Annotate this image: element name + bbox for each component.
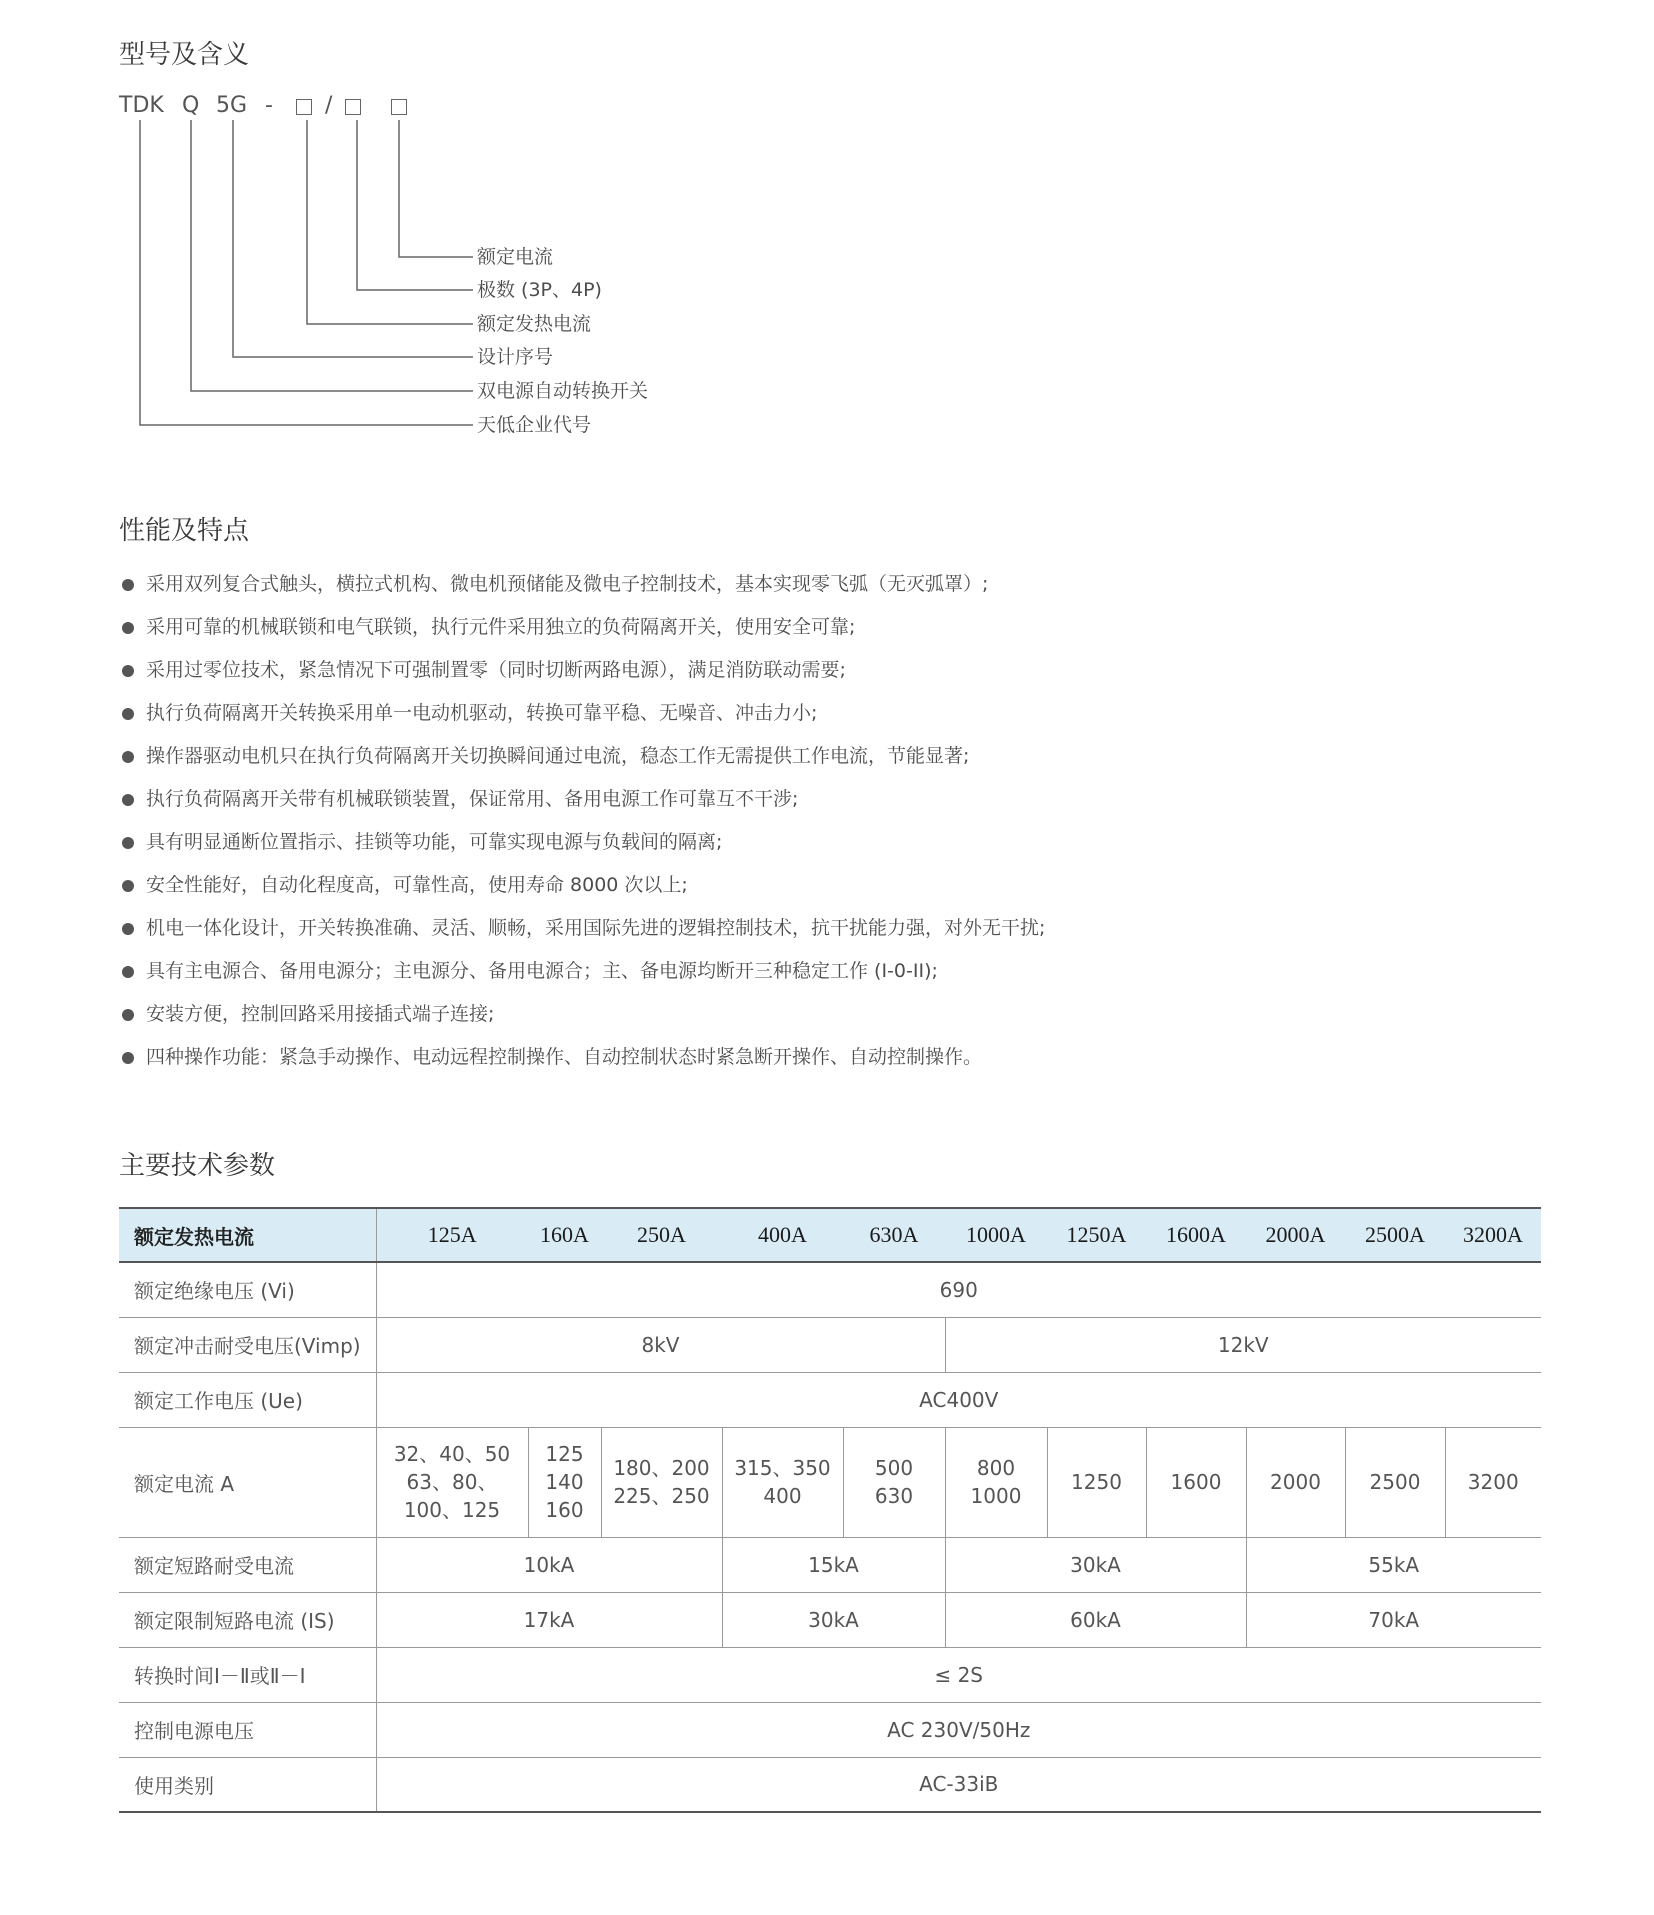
value-line: 63、80、 (406, 1470, 498, 1494)
rating-cell: 400A (722, 1208, 843, 1262)
value-cell: 17kA (376, 1592, 722, 1647)
header-label: 额定发热电流 (119, 1208, 376, 1262)
value-cell: 8kV (376, 1317, 945, 1372)
row-short-withstand (119, 1537, 1541, 1592)
specs-section-title: 主要技术参数 (119, 1151, 276, 1181)
value-cell (945, 1427, 1047, 1537)
spec-table (119, 1207, 1541, 1813)
meaning-heat-current: 额定发热电流 (477, 313, 592, 335)
value-cell (722, 1427, 843, 1537)
value-line: 100、125 (403, 1498, 501, 1522)
row-working-voltage (119, 1372, 1541, 1427)
value-cell: 30kA (722, 1592, 945, 1647)
value-cell: AC400V (376, 1372, 1541, 1427)
meaning-company-code: 天低企业代号 (477, 414, 592, 436)
value-line: 400 (763, 1484, 802, 1508)
value-line: 125 (545, 1442, 584, 1466)
features-list (118, 568, 1045, 1084)
value-cell: 1250 (1047, 1427, 1146, 1537)
value-cell: 3200 (1445, 1427, 1541, 1537)
value-line: 32、40、50 (393, 1442, 511, 1466)
rating-cell: 630A (843, 1208, 945, 1262)
code-series: 5G (216, 93, 248, 118)
meaning-rated-current: 额定电流 (477, 246, 554, 268)
value-cell: 30kA (945, 1537, 1246, 1592)
value-cell: 2000 (1246, 1427, 1345, 1537)
value-cell: 15kA (722, 1537, 945, 1592)
row-label: 额定工作电压 (Ue) (119, 1372, 376, 1427)
feature-item: 安全性能好，自动化程度高，可靠性高，使用寿命 8000 次以上; (118, 869, 1045, 912)
value-cell: 2500 (1345, 1427, 1445, 1537)
value-cell: 60kA (945, 1592, 1246, 1647)
value-cell: ≤ 2S (376, 1647, 1541, 1702)
value-cell: 12kV (945, 1317, 1541, 1372)
leader-line-rated-current (399, 120, 473, 257)
feature-item: 具有明显通断位置指示、挂锁等功能，可靠实现电源与负载间的隔离; (118, 826, 1045, 869)
value-line: 500 (874, 1456, 914, 1480)
spec-header-row (119, 1208, 1541, 1262)
row-category (119, 1757, 1541, 1812)
feature-item: 操作器驱动电机只在执行负荷隔离开关切换瞬间通过电流，稳态工作无需提供工作电流，节能显著; (118, 740, 1045, 783)
row-label: 额定绝缘电压 (Vi) (119, 1262, 376, 1317)
value-line: 800 (976, 1456, 1016, 1480)
value-cell: 690 (376, 1262, 1541, 1317)
rating-cell: 125A (376, 1208, 528, 1262)
meaning-poles: 极数 (3P、4P) (477, 279, 602, 301)
value-line: 160 (545, 1498, 584, 1522)
row-label: 转换时间Ⅰ－Ⅱ或Ⅱ－Ⅰ (119, 1647, 376, 1702)
row-insulation-voltage (119, 1262, 1541, 1317)
leader-line-design-no (233, 120, 473, 357)
value-cell: 55kA (1246, 1537, 1541, 1592)
feature-item: 采用可靠的机械联锁和电气联锁，执行元件采用独立的负荷隔离开关，使用安全可靠; (118, 611, 1045, 654)
row-control-voltage (119, 1702, 1541, 1757)
code-dash: - (265, 93, 273, 118)
rating-cell: 3200A (1445, 1208, 1541, 1262)
row-label: 使用类别 (119, 1757, 376, 1812)
leader-line-poles (357, 120, 473, 290)
model-leader-lines (0, 0, 1654, 460)
code-q: Q (182, 93, 200, 118)
code-slash: / (325, 93, 333, 118)
value-cell: 1600 (1146, 1427, 1246, 1537)
value-cell: AC 230V/50Hz (376, 1702, 1541, 1757)
row-impulse-voltage (119, 1317, 1541, 1372)
value-cell (843, 1427, 945, 1537)
features-section-title: 性能及特点 (119, 516, 250, 546)
meaning-design-no: 设计序号 (477, 346, 554, 368)
value-line: 180、200 (613, 1456, 710, 1480)
rating-cell: 160A (528, 1208, 601, 1262)
feature-item: 四种操作功能：紧急手动操作、电动远程控制操作、自动控制状态时紧急断开操作、自动控制操作。 (118, 1041, 1045, 1084)
value-line: 225、250 (613, 1484, 710, 1508)
rating-cell: 2500A (1345, 1208, 1445, 1262)
value-cell: 70kA (1246, 1592, 1541, 1647)
feature-item: 采用过零位技术，紧急情况下可强制置零（同时切断两路电源），满足消防联动需要; (118, 654, 1045, 697)
leader-line-heat-current (307, 120, 473, 324)
row-label: 额定电流 A (119, 1427, 376, 1537)
row-label: 额定冲击耐受电压(Vimp) (119, 1317, 376, 1372)
row-label: 额定限制短路电流 (IS) (119, 1592, 376, 1647)
value-cell: 10kA (376, 1537, 722, 1592)
rating-cell: 1000A (945, 1208, 1047, 1262)
value-cell: AC-33iB (376, 1757, 1541, 1812)
code-prefix: TDK (119, 93, 164, 118)
row-short-limit (119, 1592, 1541, 1647)
value-line: 140 (545, 1470, 584, 1494)
row-transfer-time (119, 1647, 1541, 1702)
row-rated-current (119, 1427, 1541, 1537)
feature-item: 采用双列复合式触头，横拉式机构、微电机预储能及微电子控制技术，基本实现零飞弧（无灭弧罩）; (118, 568, 1045, 611)
row-label: 额定短路耐受电流 (119, 1537, 376, 1592)
rating-cell: 1600A (1146, 1208, 1246, 1262)
value-cell (376, 1427, 528, 1537)
model-section-title: 型号及含义 (119, 40, 250, 70)
value-cell (601, 1427, 722, 1537)
meaning-ats: 双电源自动转换开关 (477, 380, 649, 402)
feature-item: 具有主电源合、备用电源分；主电源分、备用电源合；主、备电源均断开三种稳定工作 (I-0-II); (118, 955, 1045, 998)
rating-cell: 2000A (1246, 1208, 1345, 1262)
value-line: 630 (874, 1484, 914, 1508)
feature-item: 执行负荷隔离开关带有机械联锁装置，保证常用、备用电源工作可靠互不干涉; (118, 783, 1045, 826)
value-line: 315、350 (734, 1456, 831, 1480)
value-cell (528, 1427, 601, 1537)
feature-item: 机电一体化设计，开关转换准确、灵活、顺畅，采用国际先进的逻辑控制技术，抗干扰能力强，对外无干扰; (118, 912, 1045, 955)
rating-cell: 250A (601, 1208, 722, 1262)
value-line: 1000 (970, 1484, 1022, 1508)
feature-item: 执行负荷隔离开关转换采用单一电动机驱动，转换可靠平稳、无噪音、冲击力小; (118, 697, 1045, 740)
feature-item: 安装方便，控制回路采用接插式端子连接; (118, 998, 1045, 1041)
row-label: 控制电源电压 (119, 1702, 376, 1757)
rating-cell: 1250A (1047, 1208, 1146, 1262)
